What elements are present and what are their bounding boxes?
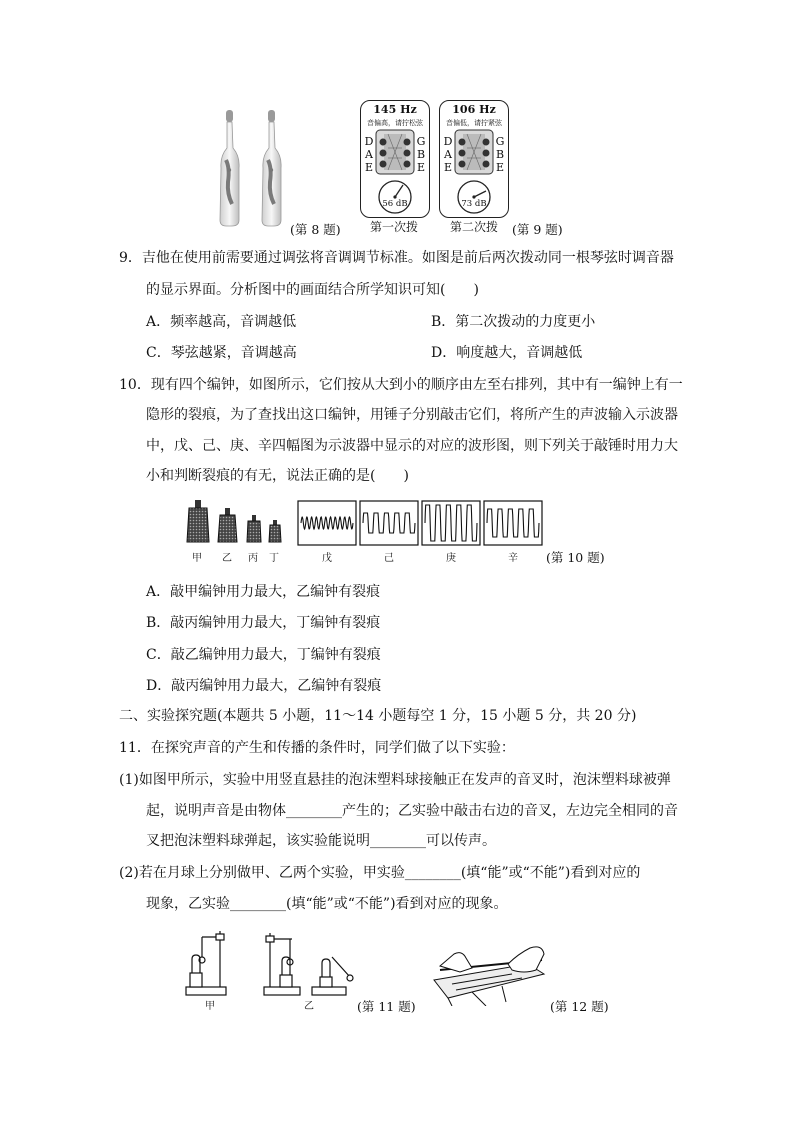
string-label: D [443, 135, 453, 148]
wave-label-ji: 己 [384, 553, 394, 564]
q11-part1-line1: (1)如图甲所示，实验中用竖直悬挂的泡沫塑料球接触正在发声的音叉时，泡沫塑料球被弹 [119, 772, 671, 788]
figure-8-caption: (第 8 题) [290, 222, 341, 237]
string-label: E [495, 161, 505, 174]
q10-option-d: D．敲丙编钟用力最大，乙编钟有裂痕 [146, 678, 382, 694]
figure-9-caption: (第 9 题) [512, 222, 563, 237]
tuner-second-label: 第二次拨 [450, 220, 499, 234]
bell-label-bing: 丙 [248, 553, 258, 564]
string-label: G [495, 135, 505, 148]
tuner-string-labels-left [364, 135, 374, 174]
string-label: B [495, 148, 505, 161]
bianzhong-bells [180, 498, 288, 546]
tuning-fork-experiments [180, 925, 356, 1000]
q11-part2-line2: 现象，乙实验________(填“能”或“不能”)看到对应的现象。 [146, 896, 508, 912]
q9-stem-line1: 9．吉他在使用前需要通过调弦将音调调节标准。如图是前后两次拨动同一根琴弦时调音器 [119, 250, 674, 266]
string-label: A [444, 148, 452, 161]
toothbrush-illustration [218, 108, 290, 230]
tuner-string-labels-left [443, 135, 453, 174]
q10-stem-line4: 小和判断裂痕的有无，说法正确的是( ) [146, 468, 409, 484]
guitar-headstock-icon [374, 128, 416, 176]
tuner-hint: 音偏低，请拧紧弦 [446, 119, 502, 127]
tuner-frequency: 145 Hz [373, 103, 417, 116]
q11-part2-line1: (2)若在月球上分别做甲、乙两个实验，甲实验________(填“能”或“不能”)看到对应的 [119, 865, 641, 881]
q10-stem-line2: 隐形的裂痕，为了查找出这口编钟，用锤子分别敲击它们，将所产生的声波输入示波器 [146, 407, 678, 423]
string-label: A [365, 148, 373, 161]
string-label: D [364, 135, 374, 148]
guitar-headstock-icon [453, 128, 495, 176]
q10-stem-line1: 10．现有四个编钟，如图所示，它们按从大到小的顺序由左至右排列，其中有一编钟上有一 [119, 377, 683, 393]
oscilloscope-waveforms [297, 500, 545, 548]
q9-option-a: A．频率越高，音调越低 [146, 314, 297, 330]
tuner-display-second [439, 100, 509, 218]
volume-gauge-icon [377, 179, 413, 215]
q10-option-b: B．敲丙编钟用力最大，丁编钟有裂痕 [146, 615, 381, 631]
tuner-decibel: 73 dB [461, 199, 487, 209]
q9-option-d: D．响度越大，音调越低 [431, 345, 583, 361]
q10-stem-line3: 中，戊、己、庚、辛四幅图为示波器中显示的对应的波形图，则下列关于敲锤时用力大 [146, 438, 678, 454]
figure-10-caption: (第 10 题) [546, 550, 605, 565]
bell-label-yi: 乙 [222, 553, 232, 564]
wave-label-xin: 辛 [508, 553, 518, 564]
wave-label-wu: 戊 [322, 553, 332, 564]
tuner-frequency: 106 Hz [452, 103, 496, 116]
string-label: G [416, 135, 426, 148]
tuner-display-first [360, 100, 430, 218]
tuner-decibel: 56 dB [382, 199, 408, 209]
fig11-label-jia: 甲 [205, 1001, 215, 1012]
section-2-title: 二、实验探究题(本题共 5 小题，11～14 小题每空 1 分，15 小题 5 分，共 20 分) [119, 708, 637, 724]
q10-option-a: A．敲甲编钟用力最大，乙编钟有裂痕 [146, 584, 381, 600]
q11-part1-line3: 叉把泡沫塑料球弹起，该实验能说明________可以传声。 [146, 833, 496, 849]
tuner-first-label: 第一次拨 [370, 220, 419, 234]
bell-jia [187, 500, 209, 542]
tuner-hint: 音偏高，请拧松弦 [367, 119, 423, 127]
volume-gauge-icon [456, 179, 492, 215]
wave-label-geng: 庚 [446, 553, 456, 564]
tuner-string-labels-right [495, 135, 505, 174]
ruler-experiment-illustration [432, 940, 550, 1006]
bell-ding [269, 520, 281, 542]
q10-option-c: C．敲乙编钟用力最大，丁编钟有裂痕 [146, 647, 381, 663]
q11-part1-line2: 起，说明声音是由物体________产生的；乙实验中敲击右边的音叉，左边完全相同的音 [146, 803, 678, 819]
q9-option-c: C．琴弦越紧，音调越高 [146, 345, 297, 361]
q11-stem: 11．在探究声音的产生和传播的条件时，同学们做了以下实验： [119, 740, 515, 756]
string-label: E [443, 161, 453, 174]
bell-label-jia: 甲 [192, 553, 202, 564]
figure-11-caption: (第 11 题) [357, 999, 416, 1014]
q9-option-b: B．第二次拨动的力度更小 [431, 314, 596, 330]
string-label: E [364, 161, 374, 174]
tuner-string-labels-right [416, 135, 426, 174]
bell-bing [247, 515, 261, 542]
bell-label-ding: 丁 [269, 553, 279, 564]
q9-stem-line2: 的显示界面。分析图中的画面结合所学知识可知( ) [146, 282, 479, 298]
figure-8-toothbrushes [218, 108, 290, 230]
figure-12-caption: (第 12 题) [550, 999, 609, 1014]
string-label: B [416, 148, 426, 161]
fig11-label-yi: 乙 [304, 1001, 314, 1012]
bell-yi [218, 508, 237, 542]
string-label: E [416, 161, 426, 174]
